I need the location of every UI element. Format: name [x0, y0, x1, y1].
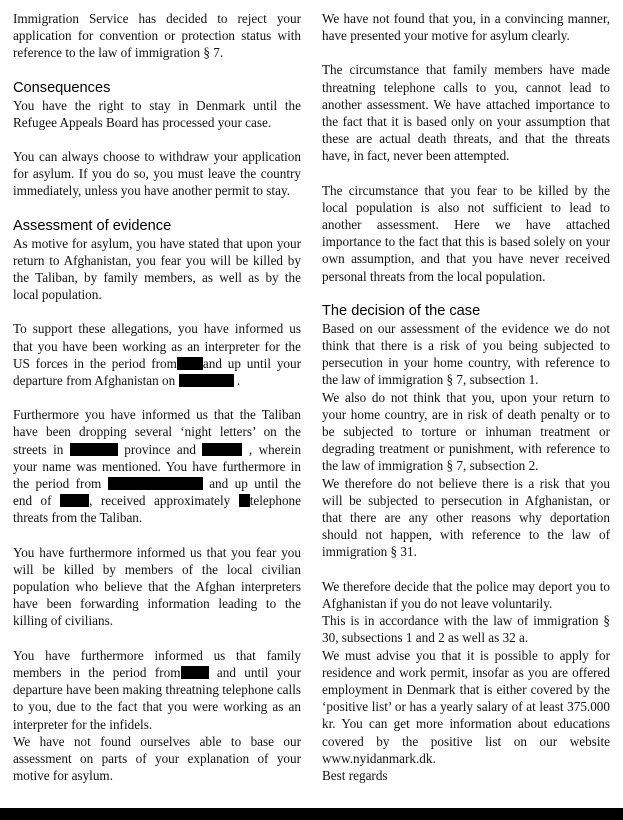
family-text-b: and until your departure have been making threatning telephone calls to you, due to the fact that you were working as an interpreter for the infidels.	[13, 664, 301, 732]
further-text-d: and up until the end of	[13, 476, 302, 509]
intro-paragraph: Immigration Service has decided to reject your application for convention or protection status with reference to the law of immigration § 7.	[13, 11, 301, 61]
redaction-bar	[239, 494, 250, 507]
advise-paragraph: We must advise you that it is possible to apply for residence and work permit, insofar as you are offered employment in Denmark that is either covered by the ‘positive list’ or has a yearly salary of at least 375.000 kr. You can get more information about educations covered by the positive list on our website www.nyidanmark.dk.	[322, 647, 610, 766]
redaction-bar	[60, 494, 89, 507]
redaction-bar	[181, 666, 209, 679]
accordance-paragraph: This is in accordance with the law of immigration § 30, subsections 1 and 2 as well as 32 a.	[322, 613, 610, 646]
support-text-b: and up until your departure from Afghanistan on	[13, 355, 301, 389]
redaction-bar	[70, 443, 118, 456]
right-column	[322, 10, 610, 784]
consequences-heading: Consequences	[13, 79, 111, 96]
not-found-paragraph: We have not found ourselves able to base our assessment on parts of your explanation of your motive for asylum.	[13, 733, 301, 784]
calls-paragraph: The circumstance that family members have made threatning telephone calls to you, cannot lead to another assessment. We have attached importance to the fact that it is based only on your assumption that these are actual death threats, and that the threats have, in fact, never been attempted.	[322, 62, 610, 164]
further-text-e: , received approximately	[89, 493, 231, 509]
convincing-paragraph: We have not found that you, in a convincing manner, have presented your motive for asylum clearly.	[322, 11, 610, 44]
deport-paragraph: We therefore decide that the police may deport you to Afghanistan if you do not leave voluntarily.	[322, 578, 610, 611]
motive-paragraph: As motive for asylum, you have stated that upon your return to Afghanistan, you fear you will be killed by the Taliban, by family members, as well as by the local population.	[13, 235, 301, 303]
redaction-bar	[108, 477, 203, 490]
redaction-bar	[177, 357, 203, 370]
decision-heading: The decision of the case	[322, 302, 481, 319]
bottom-border	[0, 808, 623, 820]
taliban-paragraph	[13, 406, 301, 526]
support-text-a: To support these allegations, you have informed us that you have been working as an interpreter for the US forces in the period from	[13, 321, 301, 371]
further-text-b: province and	[124, 441, 196, 457]
further-text-c: , wherein your name was mentioned. You have furthermore in the period from	[13, 441, 302, 492]
support-text-c: .	[236, 373, 241, 389]
decision-paragraph-3: We therefore do not believe there is a risk that you will be subjected to persecution in Afghanistan, or that there are any other reasons why deportation should not happen, with reference to the law of immigration § 31.	[322, 475, 610, 560]
decision-paragraph-2: We also do not think that you, upon your return to your home country, are in risk of death penalty or to be subjected to torture or inhuman treatment or degrading treatment or punishment, with reference to the law of immigration § 7, subsection 2.	[322, 389, 610, 474]
support-paragraph	[13, 320, 301, 389]
further-text-a: Furthermore you have informed us that the Taliban have been dropping several ‘night letters’ on the streets in	[13, 407, 301, 457]
civilian-paragraph: You have furthermore informed us that you fear you will be killed by members of the local civilian population who believe that the Afghan interpreters have been forwarding information leading to the killing of civilians.	[13, 544, 301, 629]
redaction-bar	[179, 374, 234, 387]
withdraw-paragraph: You can always choose to withdraw your application for asylum. If you do so, you must leave the country immediately, unless you have another permit to stay.	[13, 149, 301, 199]
closing-regards: Best regards	[322, 767, 388, 783]
assessment-heading: Assessment of evidence	[13, 217, 172, 234]
family-text-a: You have furthermore informed us that family members in the period from	[13, 647, 301, 680]
stay-paragraph: You have the right to stay in Denmark until the Refugee Appeals Board has processed your case.	[13, 97, 301, 130]
redaction-bar	[202, 443, 242, 456]
family-paragraph	[13, 647, 301, 733]
further-text-f: telephone threats from the Taliban.	[13, 493, 301, 526]
local-population-paragraph: The circumstance that you fear to be killed by the local population is also not sufficient to lead to another assessment. Here we have attached importance to the fact that this is based solely on your own assumption, and that you have never received personal threats from the local population.	[322, 182, 610, 284]
left-column	[13, 10, 301, 784]
decision-paragraph-1: Based on our assessment of the evidence we do not think that there is a risk of you being subjected to persecution in your home country, with reference to the law of immigration § 7, subsection 1.	[322, 320, 610, 388]
